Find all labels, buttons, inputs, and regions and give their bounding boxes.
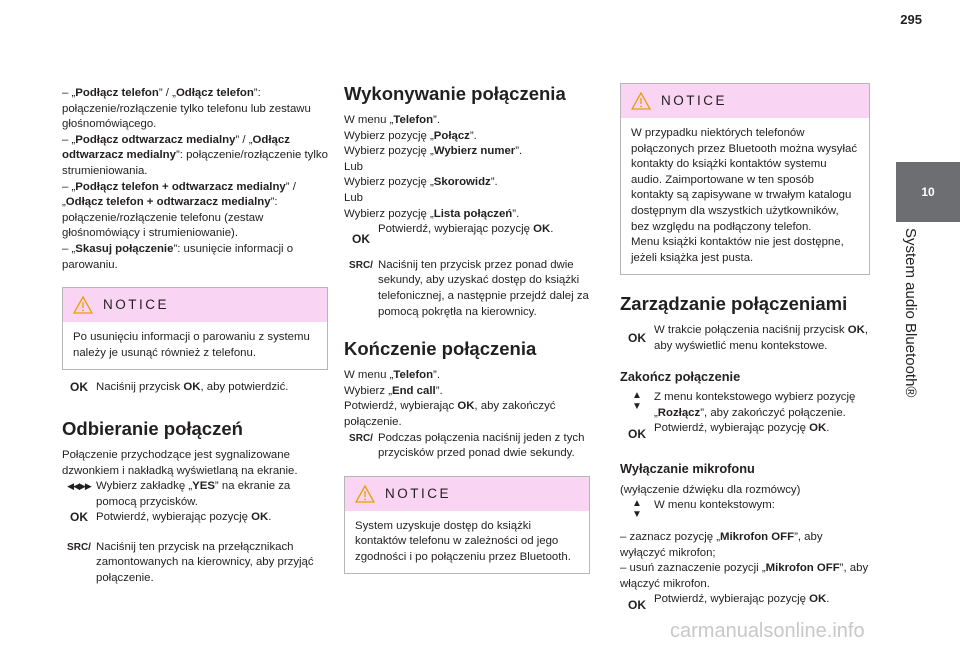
column-2: Wykonywanie połączenia W menu „Telefon”. Wybierz pozycję „Połącz”. Wybierz pozycję „Wybierz numer”. Lub Wybierz pozycję „Skorowidz”. Lub Wybierz pozycję „Lista połączeń”. OK Potwierdź, wybierając pozycję OK. SRC/ Naciśnij ten przycisk przez ponad dwie sekundy, aby uzyskać dostęp do książki telefonicznej, a następnie przejdź dalej za pomocą pokrętła na kierownicy. Kończenie połączenia W menu „Telefon”. Wybierz „End call”. Potwierdź, wybierając OK, aby zakończyć połączenie. SRC/ Podczas połączenia naciśnij jeden z tych przycisków przed ponad dwie sekundy. NOTICE System uzyskuje dostęp do książki kontaktów telefonu w zależności od jego zgodności i po połączeniu przez Bluetooth.	[344, 83, 590, 574]
step-row: OK Naciśnij przycisk OK, aby potwierdzić.	[70, 380, 289, 395]
warning-icon	[73, 296, 93, 314]
ok-button-icon: OK	[70, 380, 88, 395]
list-item: – usuń zaznaczenie pozycji „Mikrofon OFF”, aby włączyć mikrofon.	[620, 562, 869, 590]
section-heading: Odbieranie połączeń	[62, 417, 243, 439]
section-heading: Kończenie połączenia	[344, 338, 537, 360]
ok-button-icon: OK	[352, 232, 370, 247]
subsection-heading: Zakończ połączenie	[620, 368, 741, 384]
intro-text: Połączenie przychodzące jest sygnalizowane dzwonkiem i nakładką wyświetlaną na ekranie.	[62, 448, 298, 477]
up-down-arrows-icon: ▲ ▼	[632, 498, 642, 521]
subsection-heading: Wyłączanie mikrofonu	[620, 460, 755, 476]
notice-text: Po usunięciu informacji o parowaniu z systemu należy je usunąć również z telefonu.	[73, 331, 310, 359]
notice-text: W przypadku niektórych telefonów połączonych przez Bluetooth można wysyłać kontakty do książki kontaktów systemu audio. Zaimportowane w ten sposób kontakty są zapisywane w trwałym katalogu dostępnym dla wszystkich użytkowników, bez względu na podłączony telefon. Menu książki kontaktów nie jest dostępne, jeżeli książka jest pusta.	[631, 127, 858, 264]
step-row: OK Potwierdź, wybierając pozycję OK.	[628, 593, 830, 613]
step-row: SRC/ Naciśnij ten przycisk przez ponad dwie sekundy, aby uzyskać dostęp do książki telefonicznej, a następnie przejdź dalej za pomocą pokrętła na kierownicy.	[349, 258, 589, 318]
page-number: 295	[900, 12, 922, 27]
warning-icon	[631, 92, 651, 110]
section-heading: Zarządzanie połączeniami	[620, 293, 848, 315]
list-item: – „Podłącz telefon” / „Odłącz telefon”: połączenie/rozłączenie tylko telefonu lub zestawu głośnomówiącego.	[62, 87, 311, 131]
step-row: OK Potwierdź, wybierając pozycję OK.	[352, 223, 554, 247]
notice-box	[62, 287, 328, 370]
step-row: SRC/ Naciśnij ten przycisk na przełącznikach zamontowanych na kierownicy, aby przyjąć połączenie.	[67, 540, 314, 585]
list-item: – „Podłącz telefon + odtwarzacz medialny” / „Odłącz telefon + odtwarzacz medialny”: połączenie/rozłączenie telefonu (zestaw głośnomówiący i strumieniowanie).	[62, 180, 296, 240]
watermark: carmanualsonline.info	[670, 620, 865, 642]
notice-box	[344, 476, 590, 575]
notice-header	[345, 477, 589, 511]
ok-button-icon: OK	[628, 598, 646, 613]
step-row: ◀◀▶▶ Wybierz zakładkę „YES” na ekranie za pomocą przycisków.	[67, 480, 291, 508]
up-down-arrows-icon: ▲ ▼	[632, 390, 642, 413]
step-row: ▲ ▼ W menu kontekstowym:	[632, 498, 775, 521]
step-row: OK Potwierdź, wybierając pozycję OK.	[628, 422, 830, 442]
src-button-icon: SRC/	[349, 432, 373, 444]
step-row: ▲ ▼ Z menu kontekstowego wybierz pozycję „Rozłącz”, aby zakończyć połączenie.	[632, 390, 856, 419]
src-button-icon: SRC/	[67, 541, 91, 553]
src-button-icon: SRC/	[349, 259, 373, 271]
ok-button-icon: OK	[70, 510, 88, 525]
step-row: SRC/ Podczas połączenia naciśnij jeden z tych przycisków przed ponad dwie sekundy.	[349, 431, 585, 460]
column-3: NOTICE W przypadku niektórych telefonów połączonych przez Bluetooth można wysyłać kontakty do książki kontaktów systemu audio. Zaimportowane w ten sposób kontakty są zapisywane w trwałym katalogu dostępnym dla wszystkich użytkowników, bez względu na podłączony telefon. Menu książki kontaktów nie jest dostępne, jeżeli książka jest pusta. Zarządzanie połączeniami OK W trakcie połączenia naciśnij przycisk OK, aby wyświetlić menu kontekstowe. Zakończ połączenie ▲ ▼ Z menu kontekstowego wybierz pozycję „Rozłącz”, aby zakończyć połączenie. OK Potwierdź, wybierając pozycję OK. Wyłączanie mikrofonu (wyłączenie dźwięku dla rozmówcy) ▲ ▼ W menu kontekstowym: – zaznacz pozycję „Mikrofon OFF”, aby wyłączyć mikrofon; – usuń zaznaczenie pozycji „Mikrofon OFF”, aby włączyć mikrofon. OK Potwierdź, wybierając pozycję OK.	[620, 83, 870, 614]
chapter-tab: 10	[896, 162, 960, 222]
notice-header	[621, 84, 869, 118]
ok-button-icon: OK	[628, 331, 646, 346]
notice-title: NOTICE	[385, 485, 452, 501]
section-heading: Wykonywanie połączenia	[344, 83, 566, 104]
step-row: OK Potwierdź, wybierając pozycję OK.	[70, 510, 272, 525]
column-1	[62, 86, 328, 587]
list-item: – zaznacz pozycję „Mikrofon OFF”, aby wyłączyć mikrofon;	[620, 531, 823, 559]
notice-title: NOTICE	[103, 297, 170, 313]
notice-box	[620, 83, 870, 275]
chapter-title-text: System audio Bluetooth®	[902, 228, 919, 398]
list-item: – „Skasuj połączenie”: usunięcie informacji o parowaniu.	[62, 242, 294, 271]
notice-text: System uzyskuje dostęp do książki kontaktów telefonu w zależności od jego zgodności i po połączeniu przez Bluetooth.	[355, 519, 571, 563]
notice-title: NOTICE	[661, 93, 728, 109]
ok-button-icon: OK	[628, 427, 646, 442]
list-item: – „Podłącz odtwarzacz medialny” / „Odłącz odtwarzacz medialny”: połączenie/rozłączenie tylko strumieniowania.	[62, 133, 328, 177]
left-right-arrows-icon: ◀◀▶▶	[67, 481, 91, 492]
chapter-title	[896, 228, 960, 528]
warning-icon	[355, 485, 375, 503]
notice-header	[63, 288, 327, 322]
step-row: OK W trakcie połączenia naciśnij przycisk OK, aby wyświetlić menu kontekstowe.	[628, 324, 868, 352]
